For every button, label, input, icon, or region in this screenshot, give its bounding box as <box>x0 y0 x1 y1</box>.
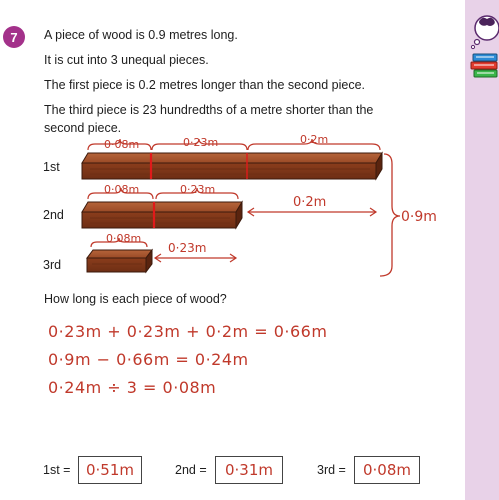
working-line-3: 0·24m ÷ 3 = 0·08m <box>48 378 217 397</box>
answer-value-2nd: 0·31m <box>224 461 273 479</box>
answer-box-3rd[interactable] <box>354 456 420 484</box>
working-line-2: 0·9m − 0·66m = 0·24m <box>48 350 249 369</box>
answer-box-2nd[interactable] <box>215 456 283 484</box>
answer-label-1st: 1st = <box>43 463 71 477</box>
second-arrow-label: 0·2m <box>293 195 327 210</box>
plank-first <box>82 153 382 179</box>
answer-box-1st[interactable] <box>78 456 142 484</box>
question-prompt: How long is each piece of wood? <box>44 292 227 306</box>
question-line-4: The third piece is 23 hundredths of a metre shorter than the <box>44 103 374 117</box>
answer-value-3rd: 0·08m <box>362 461 411 479</box>
working-line-1: 0·23m + 0·23m + 0·2m = 0·66m <box>48 322 328 341</box>
bar-model-diagram <box>0 130 465 280</box>
books-icon <box>470 52 499 80</box>
answer-row <box>0 455 465 487</box>
row-label-3rd: 3rd <box>43 258 62 272</box>
answer-value-1st: 0·51m <box>85 461 134 479</box>
first-seg1-label: 0·08m <box>104 138 140 151</box>
question-line-3: The first piece is 0.2 metres longer than the second piece. <box>44 78 366 92</box>
first-seg2-label: 0·23m <box>183 136 219 149</box>
second-seg1-label: 0·08m <box>104 183 140 196</box>
question-line-2: It is cut into 3 unequal pieces. <box>44 53 209 67</box>
first-seg3-label: 0·2m <box>300 133 329 146</box>
question-line-5: second piece. <box>44 121 122 135</box>
row-label-2nd: 2nd <box>43 208 64 222</box>
row-label-1st: 1st <box>43 160 60 174</box>
answer-label-2nd: 2nd = <box>175 463 207 477</box>
question-number-badge: 7 <box>3 26 25 48</box>
plank-second <box>82 202 242 228</box>
question-line-1: A piece of wood is 0.9 metres long. <box>44 28 238 42</box>
thinking-cloud-icon <box>470 14 499 50</box>
plank-third <box>87 250 152 272</box>
third-arrow-label: 0·23m <box>168 241 207 255</box>
third-seg1-label: 0·08m <box>106 232 142 245</box>
second-seg2-label: 0·23m <box>180 183 216 196</box>
answer-label-3rd: 3rd = <box>317 463 346 477</box>
total-length-label: 0·9m <box>401 209 437 225</box>
